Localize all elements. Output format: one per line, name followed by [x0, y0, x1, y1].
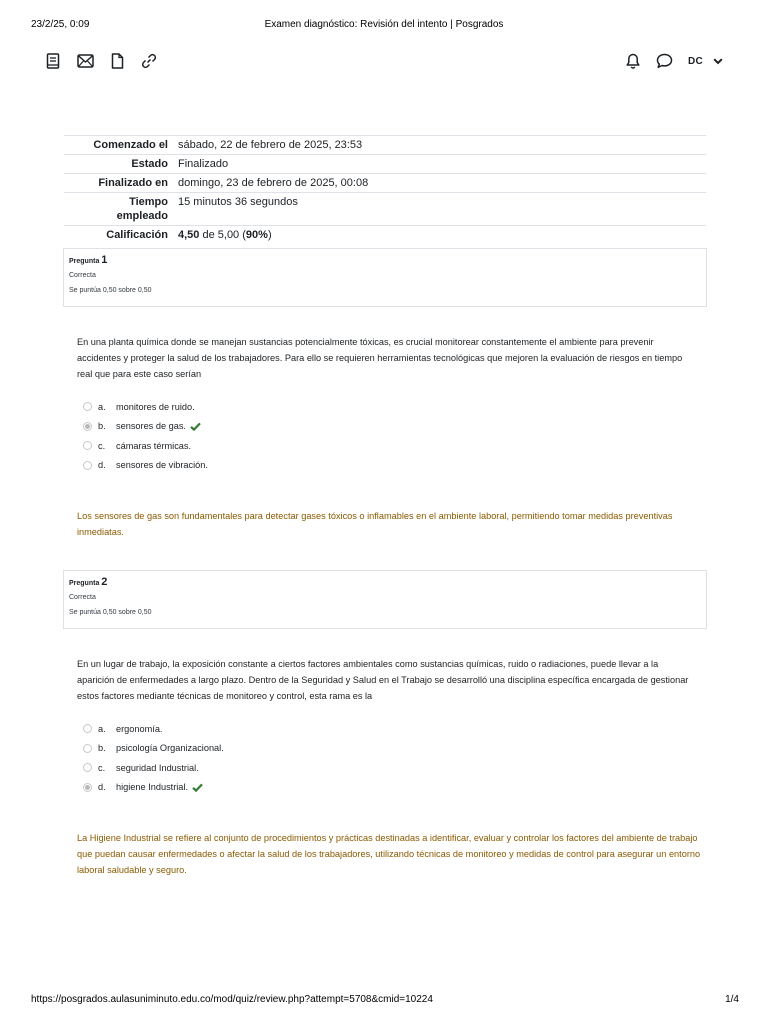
answer-option[interactable]: [83, 719, 224, 739]
answer-list-1: [83, 397, 208, 475]
answer-option[interactable]: [83, 739, 224, 759]
correct-check-icon: [190, 422, 201, 431]
toolbar-right: [610, 51, 724, 71]
answer-letter: d.: [98, 460, 106, 471]
summary-value: domingo, 23 de febrero de 2025, 00:08: [178, 177, 369, 189]
answer-option[interactable]: [83, 758, 224, 778]
answer-option[interactable]: [83, 778, 224, 798]
answer-text: higiene Industrial.: [116, 782, 189, 793]
user-initials[interactable]: DC: [687, 55, 703, 67]
radio-button-selected[interactable]: [83, 783, 92, 792]
summary-value: 15 minutos 36 segundos: [178, 196, 298, 208]
summary-grade-value: [174, 226, 706, 245]
grade-percent: 90%: [245, 229, 268, 241]
answer-option[interactable]: [83, 417, 208, 437]
radio-button[interactable]: [83, 402, 92, 411]
question-state: Correcta: [69, 594, 96, 601]
print-page-number: 1/4: [725, 994, 739, 1005]
link-icon[interactable]: [140, 52, 158, 70]
correct-check-icon: [192, 783, 203, 792]
bell-icon[interactable]: [624, 52, 642, 70]
print-page-title: Examen diagnóstico: Revisión del intento | Posgrados: [264, 19, 504, 30]
question-grade: Se puntúa 0,50 sobre 0,50: [69, 287, 152, 294]
radio-button[interactable]: [83, 724, 92, 733]
chevron-down-icon[interactable]: [712, 55, 724, 67]
summary-row: [64, 155, 706, 174]
question-info-2: [63, 570, 707, 629]
summary-value: Finalizado: [178, 158, 229, 170]
summary-row: [64, 136, 706, 155]
answer-text: psicología Organizacional.: [116, 743, 224, 754]
question-grade: Se puntúa 0,50 sobre 0,50: [69, 609, 152, 616]
answer-letter: a.: [98, 401, 106, 412]
book-icon[interactable]: [44, 52, 62, 70]
question-text-1: En una planta química donde se manejan sustancias potencialmente tóxicas, es crucial monitorear constantemente el ambiente para prevenir accidentes y proteger la salud de los trabajadores. Para ello se requieren herramientas tecnológicas que mejoren la evaluación de riesgos en tiempo real que para este caso serían: [77, 337, 683, 379]
answer-list-2: [83, 719, 224, 797]
summary-label: Tiempo empleado: [116, 196, 168, 222]
summary-label: Comenzado el: [93, 139, 168, 151]
radio-button[interactable]: [83, 763, 92, 772]
answer-letter: b.: [98, 743, 106, 754]
summary-label: Calificación: [106, 229, 168, 241]
question-number: Pregunta 1: [69, 254, 108, 266]
answer-letter: c.: [98, 762, 106, 773]
answer-text: sensores de vibración.: [116, 460, 208, 471]
question-number-value: 1: [101, 254, 108, 266]
summary-row-grade: [64, 226, 706, 245]
question-number-value: 2: [101, 576, 108, 588]
summary-row: [64, 193, 706, 226]
chat-icon[interactable]: [656, 52, 674, 70]
answer-text: sensores de gas.: [116, 421, 186, 432]
answer-letter: b.: [98, 421, 106, 432]
print-url: https://posgrados.aulasuniminuto.edu.co/mod/quiz/review.php?attempt=5708&cmid=10224: [31, 994, 433, 1005]
answer-letter: d.: [98, 782, 106, 793]
toolbar-left: [44, 51, 172, 71]
answer-text: ergonomía.: [116, 723, 163, 734]
mail-icon[interactable]: [76, 52, 94, 70]
question-info-1: [63, 248, 707, 307]
print-datetime: 23/2/25, 0:09: [31, 19, 90, 30]
document-icon[interactable]: [108, 52, 126, 70]
summary-label: Estado: [131, 158, 168, 170]
print-header: [0, 19, 768, 33]
radio-button-selected[interactable]: [83, 422, 92, 431]
grade-score: 4,50: [178, 229, 200, 241]
question-feedback-2: La Higiene Industrial se refiere al conjunto de procedimientos y prácticas destinadas a identificar, evaluar y controlar los factores del ambiente de trabajo que puedan causar enfermedades o afectar la salud de los trabajadores, utilizando técnicas de monitoreo y medidas de control para asegurar un entorno laboral saludable y seguro.: [77, 833, 701, 875]
summary-label: Finalizado en: [98, 177, 168, 189]
radio-button[interactable]: [83, 441, 92, 450]
radio-button[interactable]: [83, 461, 92, 470]
answer-text: cámaras térmicas.: [116, 440, 192, 451]
answer-option[interactable]: [83, 456, 208, 476]
question-text-2: En un lugar de trabajo, la exposición constante a ciertos factores ambientales como sustancias químicas, ruido o radiaciones, puede llevar a la aparición de enfermedades a largo plazo. Dentro de la Seguridad y Salud en el Trabajo se desarrolló una disciplina específica encargada de gestionar estos factores mediante técnicas de monitoreo y control, esta rama es la: [77, 659, 689, 701]
answer-option[interactable]: [83, 397, 208, 417]
print-footer: [0, 994, 768, 1008]
answer-letter: c.: [98, 440, 106, 451]
question-state: Correcta: [69, 272, 96, 279]
radio-button[interactable]: [83, 744, 92, 753]
summary-value: sábado, 22 de febrero de 2025, 23:53: [178, 139, 363, 151]
answer-option[interactable]: [83, 436, 208, 456]
grade-mid: de 5,00 (: [199, 229, 246, 241]
attempt-summary-table: [64, 135, 706, 244]
answer-letter: a.: [98, 723, 106, 734]
summary-row: [64, 174, 706, 193]
question-number: Pregunta 2: [69, 576, 108, 588]
answer-text: monitores de ruido.: [116, 401, 195, 412]
grade-end: ): [267, 229, 272, 241]
question-feedback-1: Los sensores de gas son fundamentales para detectar gases tóxicos o inflamables en el ambiente laboral, permitiendo tomar medidas preventivas inmediatas.: [77, 511, 673, 537]
answer-text: seguridad Industrial.: [116, 762, 199, 773]
